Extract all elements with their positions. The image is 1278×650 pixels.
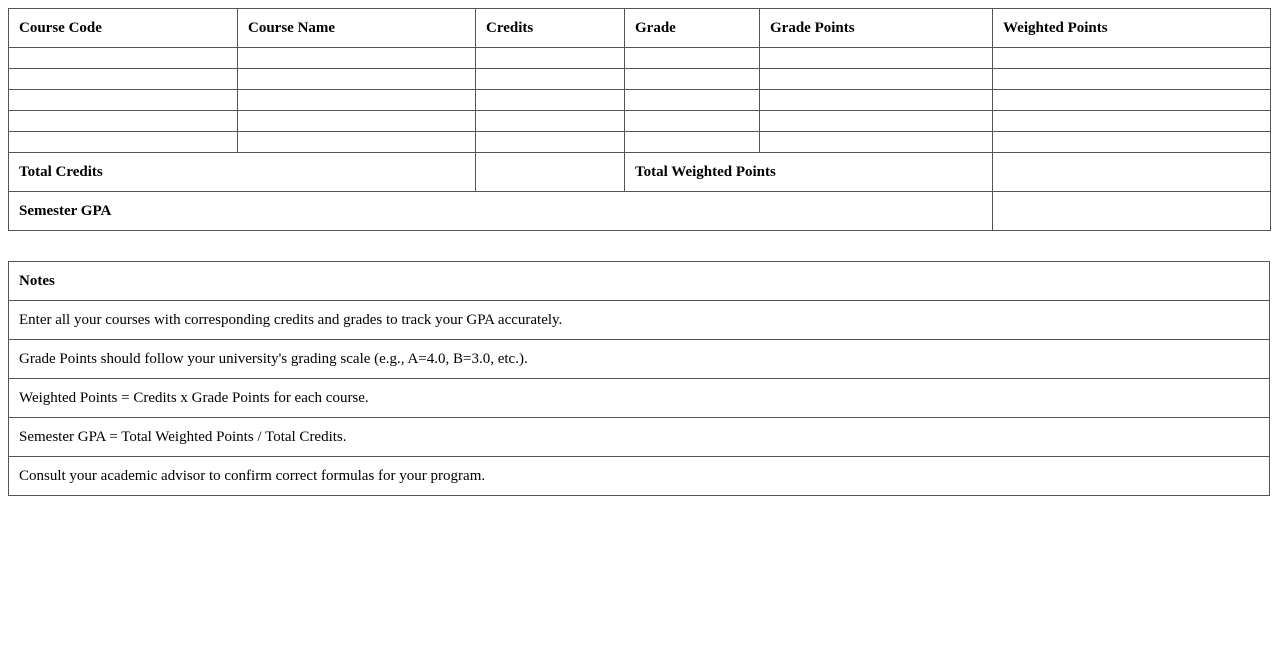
weighted-points-cell[interactable] [993, 111, 1271, 132]
page [8, 8, 1270, 496]
course-code-cell[interactable] [9, 111, 238, 132]
credits-cell[interactable] [476, 90, 625, 111]
grade-cell[interactable] [625, 48, 760, 69]
header-course-name: Course Name [238, 9, 476, 48]
weighted-points-cell[interactable] [993, 132, 1271, 153]
note-text: Consult your academic advisor to confirm correct formulas for your program. [9, 457, 1270, 496]
semester-gpa-value[interactable] [993, 192, 1271, 231]
grade-cell[interactable] [625, 69, 760, 90]
grade-points-cell[interactable] [760, 132, 993, 153]
header-credits: Credits [476, 9, 625, 48]
total-credits-value[interactable] [476, 153, 625, 192]
course-name-cell[interactable] [238, 90, 476, 111]
list-item [9, 418, 1270, 457]
note-text: Weighted Points = Credits x Grade Points for each course. [9, 379, 1270, 418]
table-row [9, 132, 1271, 153]
weighted-points-cell[interactable] [993, 69, 1271, 90]
weighted-points-cell[interactable] [993, 90, 1271, 111]
weighted-points-cell[interactable] [993, 48, 1271, 69]
note-text: Enter all your courses with corresponding credits and grades to track your GPA accurately. [9, 301, 1270, 340]
notes-title: Notes [9, 262, 1270, 301]
course-code-cell[interactable] [9, 48, 238, 69]
notes-header-row [9, 262, 1270, 301]
credits-cell[interactable] [476, 48, 625, 69]
gpa-row [9, 192, 1271, 231]
list-item [9, 340, 1270, 379]
grade-points-cell[interactable] [760, 90, 993, 111]
note-text: Semester GPA = Total Weighted Points / Total Credits. [9, 418, 1270, 457]
grade-cell[interactable] [625, 132, 760, 153]
grade-cell[interactable] [625, 90, 760, 111]
course-name-cell[interactable] [238, 111, 476, 132]
table-row [9, 48, 1271, 69]
list-item [9, 457, 1270, 496]
gpa-table-header-row [9, 9, 1271, 48]
list-item [9, 379, 1270, 418]
header-weighted-points: Weighted Points [993, 9, 1271, 48]
table-row [9, 90, 1271, 111]
grade-points-cell[interactable] [760, 111, 993, 132]
notes-table [8, 261, 1270, 496]
totals-row [9, 153, 1271, 192]
grade-cell[interactable] [625, 111, 760, 132]
course-name-cell[interactable] [238, 69, 476, 90]
course-code-cell[interactable] [9, 132, 238, 153]
list-item [9, 301, 1270, 340]
grade-points-cell[interactable] [760, 69, 993, 90]
table-row [9, 69, 1271, 90]
gpa-table [8, 8, 1271, 231]
credits-cell[interactable] [476, 132, 625, 153]
course-code-cell[interactable] [9, 90, 238, 111]
course-code-cell[interactable] [9, 69, 238, 90]
credits-cell[interactable] [476, 111, 625, 132]
course-name-cell[interactable] [238, 48, 476, 69]
total-credits-label: Total Credits [9, 153, 476, 192]
header-grade: Grade [625, 9, 760, 48]
total-weighted-points-label: Total Weighted Points [625, 153, 993, 192]
header-course-code: Course Code [9, 9, 238, 48]
note-text: Grade Points should follow your university's grading scale (e.g., A=4.0, B=3.0, etc.). [9, 340, 1270, 379]
course-name-cell[interactable] [238, 132, 476, 153]
total-weighted-points-value[interactable] [993, 153, 1271, 192]
header-grade-points: Grade Points [760, 9, 993, 48]
credits-cell[interactable] [476, 69, 625, 90]
table-row [9, 111, 1271, 132]
semester-gpa-label: Semester GPA [9, 192, 993, 231]
grade-points-cell[interactable] [760, 48, 993, 69]
